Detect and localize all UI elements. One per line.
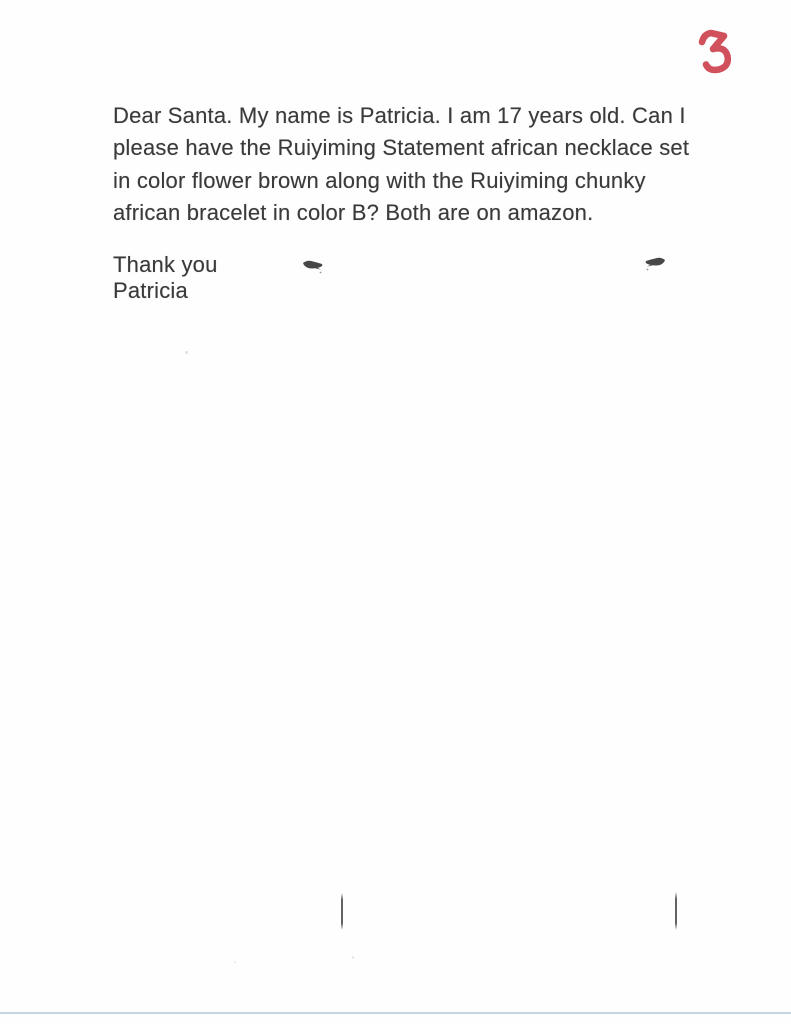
letter-line: Dear Santa. My name is Patricia. I am 17 years old. Can I <box>113 103 686 128</box>
scanner-edge-line <box>0 1012 791 1014</box>
scan-mark-left <box>341 893 343 930</box>
letter-line: please have the Ruiyiming Statement african necklace set <box>113 135 690 161</box>
letter-body <box>113 100 693 229</box>
dust-speck <box>185 351 188 354</box>
letter-line: in color flower brown along with the Ruiyiming chunky <box>113 167 646 193</box>
ink-smudge-right <box>642 254 666 274</box>
letter-closing-block <box>113 252 218 304</box>
closing-line: Thank you <box>113 252 218 277</box>
signature-line: Patricia <box>113 278 188 303</box>
dust-speck <box>234 961 236 963</box>
ink-smudge-left <box>302 257 326 277</box>
handwritten-3-glyph <box>694 25 740 77</box>
scan-mark-right <box>675 892 677 930</box>
letter-line: african bracelet in color B? Both are on amazon. <box>113 199 594 225</box>
dust-speck <box>352 956 354 959</box>
handwritten-page-number <box>694 25 740 77</box>
